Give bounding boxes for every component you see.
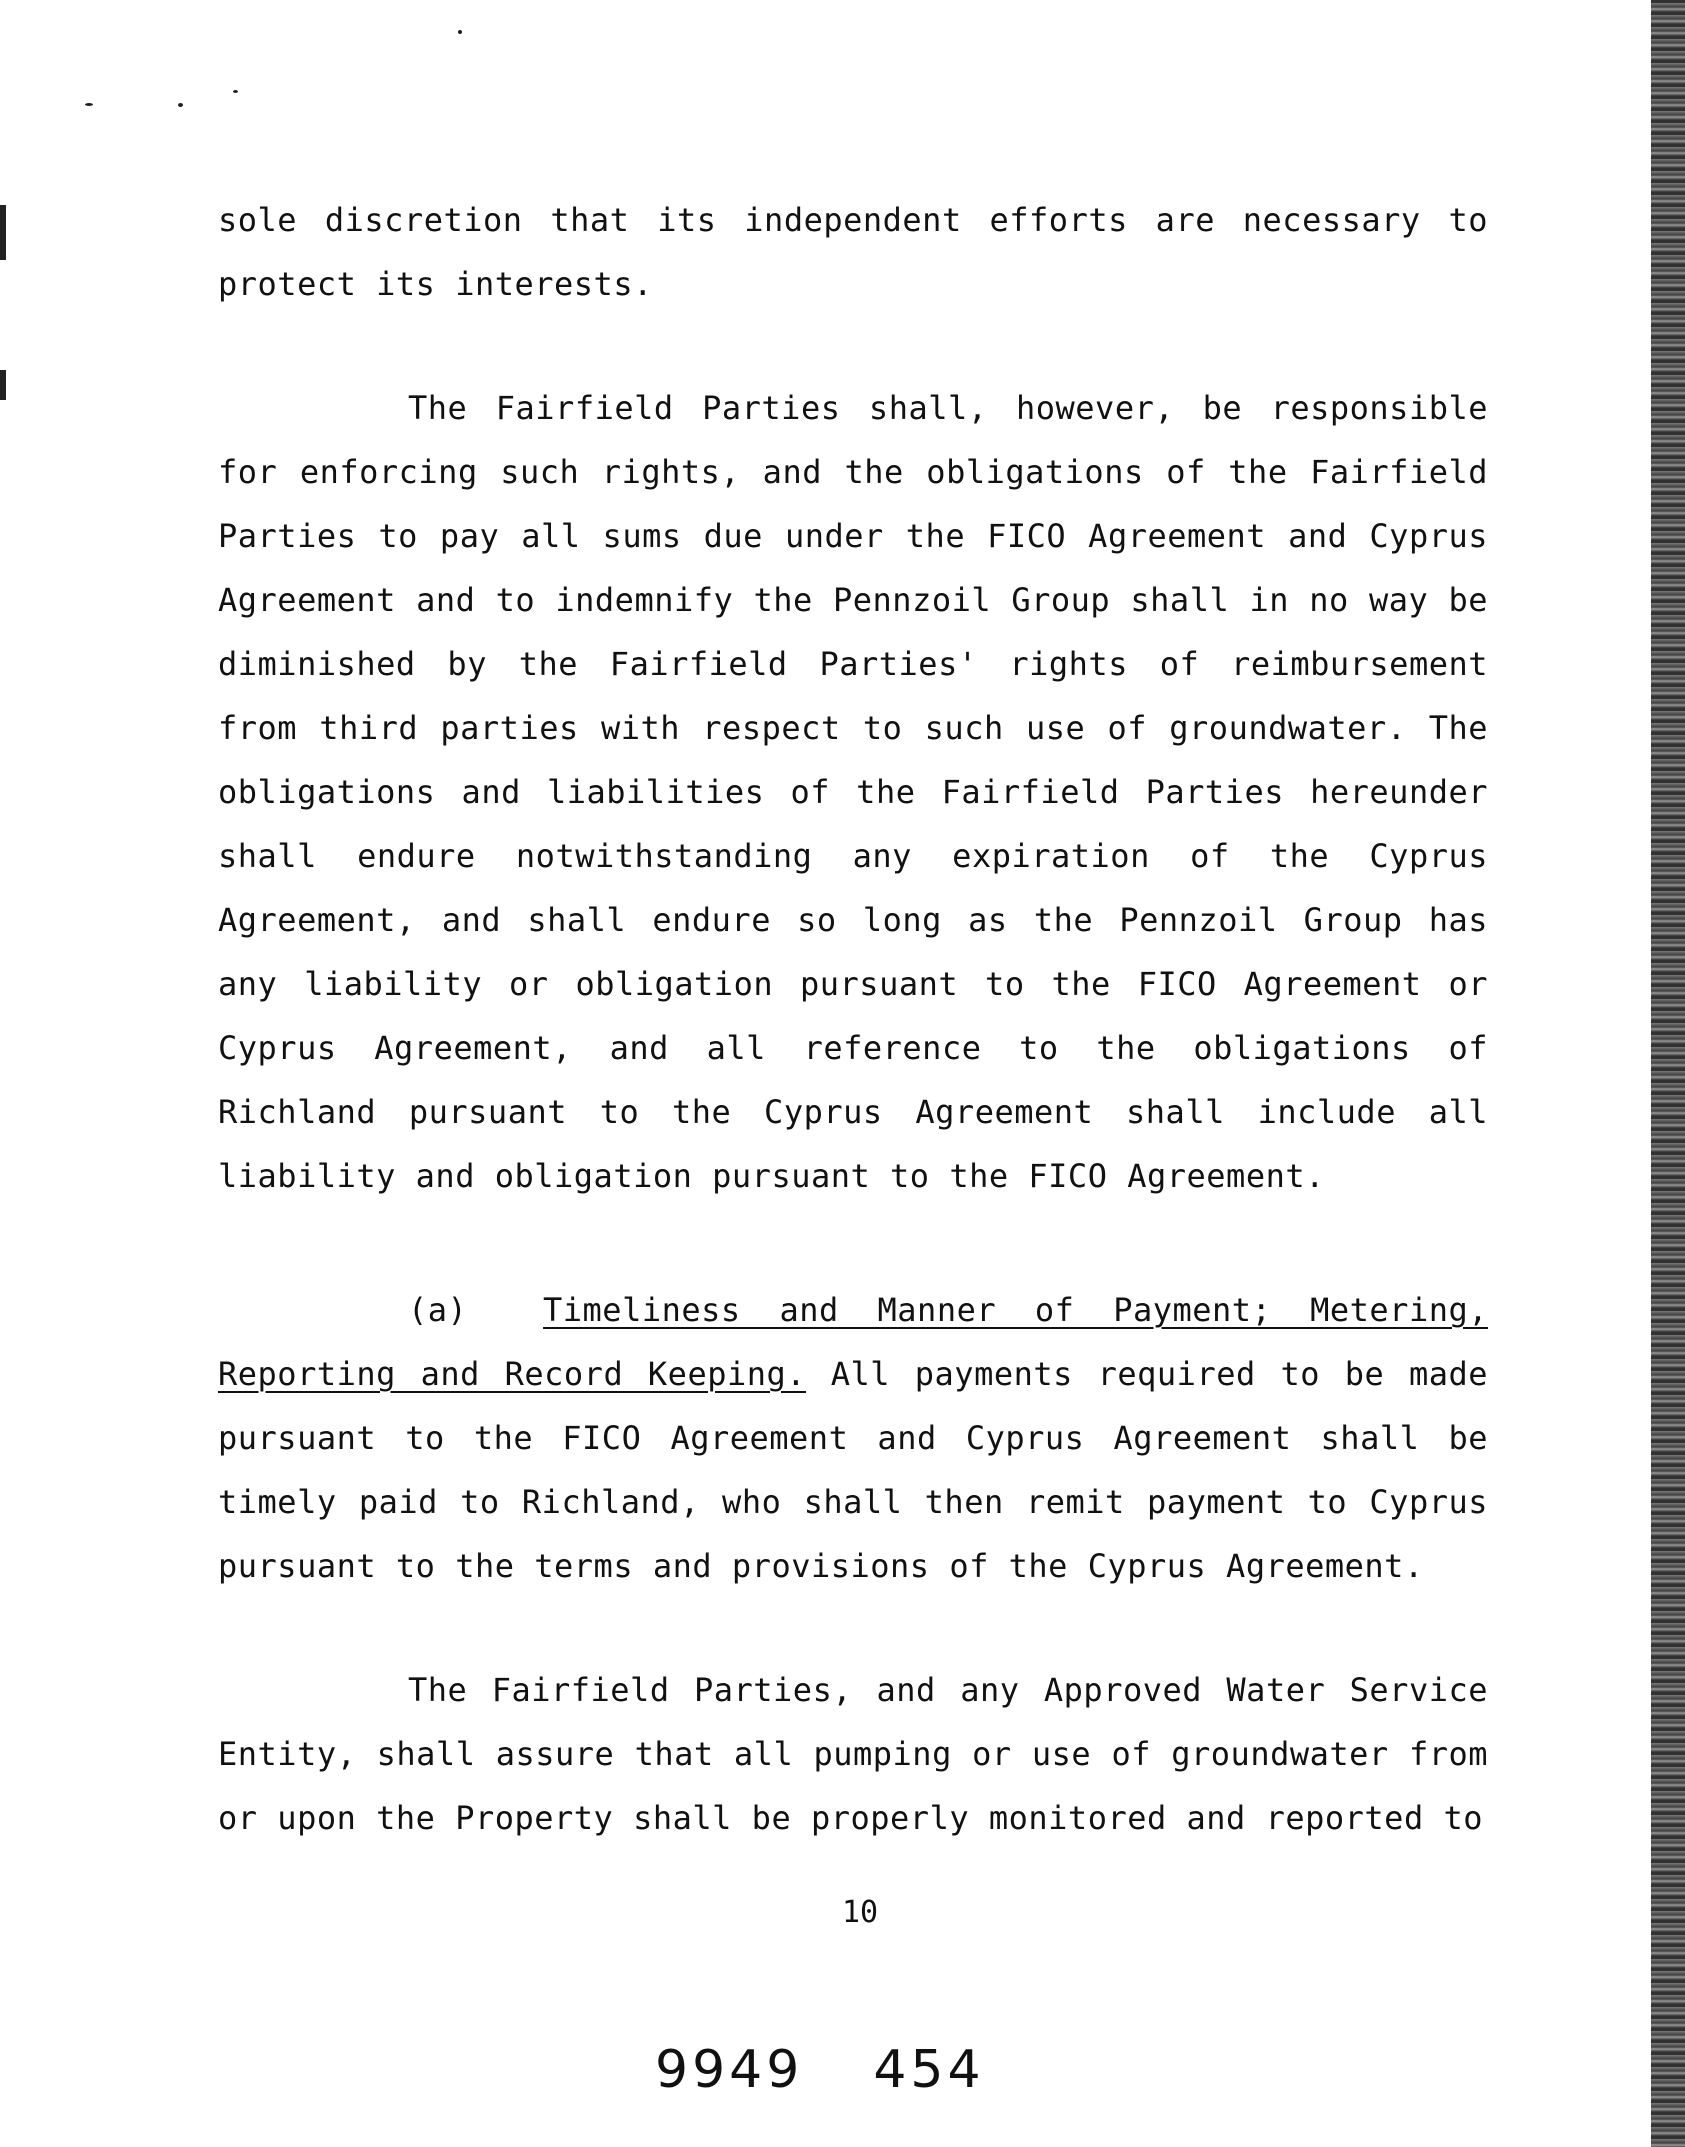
scan-speck xyxy=(85,103,93,106)
section-a xyxy=(218,1278,1488,1598)
scan-speck xyxy=(178,103,183,107)
scan-speck xyxy=(458,30,462,34)
page-number: 10 xyxy=(841,1895,879,1930)
section-a-label: (a) xyxy=(408,1291,468,1329)
document-code xyxy=(655,2040,1055,2100)
scan-edge-left-mark xyxy=(0,205,6,260)
section-a-body: All payments required to be made pursuant to the FICO Agreement and Cyprus Agreement shall be timely paid to Richland, who shall then remit payment to Cyprus pursuant to the terms and provisions of the Cyprus Agreement. xyxy=(218,1355,1489,1585)
paragraph-4-text: The Fairfield Parties, and any Approved Water Service Entity, shall assure that all pumping or use of groundwater from or upon the Property shall be properly monitored and reported to xyxy=(218,1671,1488,1837)
scan-speck xyxy=(233,90,238,93)
scan-edge-left-mark xyxy=(0,370,6,400)
paragraph-2-text: The Fairfield Parties shall, however, be responsible for enforcing such rights, and the obligations of the Fairfield Parties to pay all sums due under the FICO Agreement and Cyprus Agreement and to indemnify the Pennzoil Group shall in no way be diminished by the Fairfield Parties' rights of reimbursement from third parties with respect to such use of groundwater. The obligations and liabilities of the Fairfield Parties hereunder shall endure notwithstanding any expiration of the Cyprus Agreement, and shall endure so long as the Pennzoil Group has any liability or obligation pursuant to the FICO Agreement or Cyprus Agreement, and all reference to the obligations of Richland pursuant to the Cyprus Agreement shall include all liability and obligation pursuant to the FICO Agreement. xyxy=(218,389,1488,1195)
paragraph-4 xyxy=(218,1658,1488,1850)
document-code-part-2: 454 xyxy=(873,2040,985,2100)
paragraph-2 xyxy=(218,376,1488,1208)
scan-edge-right xyxy=(1651,0,1685,2147)
section-a-heading: Timeliness and Manner of Payment; Metering, Reporting and Record Keeping. xyxy=(218,1291,1488,1393)
document-code-part-1: 9949 xyxy=(655,2040,804,2100)
paragraph-1: sole discretion that its independent efforts are necessary to protect its interests. xyxy=(218,201,1488,303)
